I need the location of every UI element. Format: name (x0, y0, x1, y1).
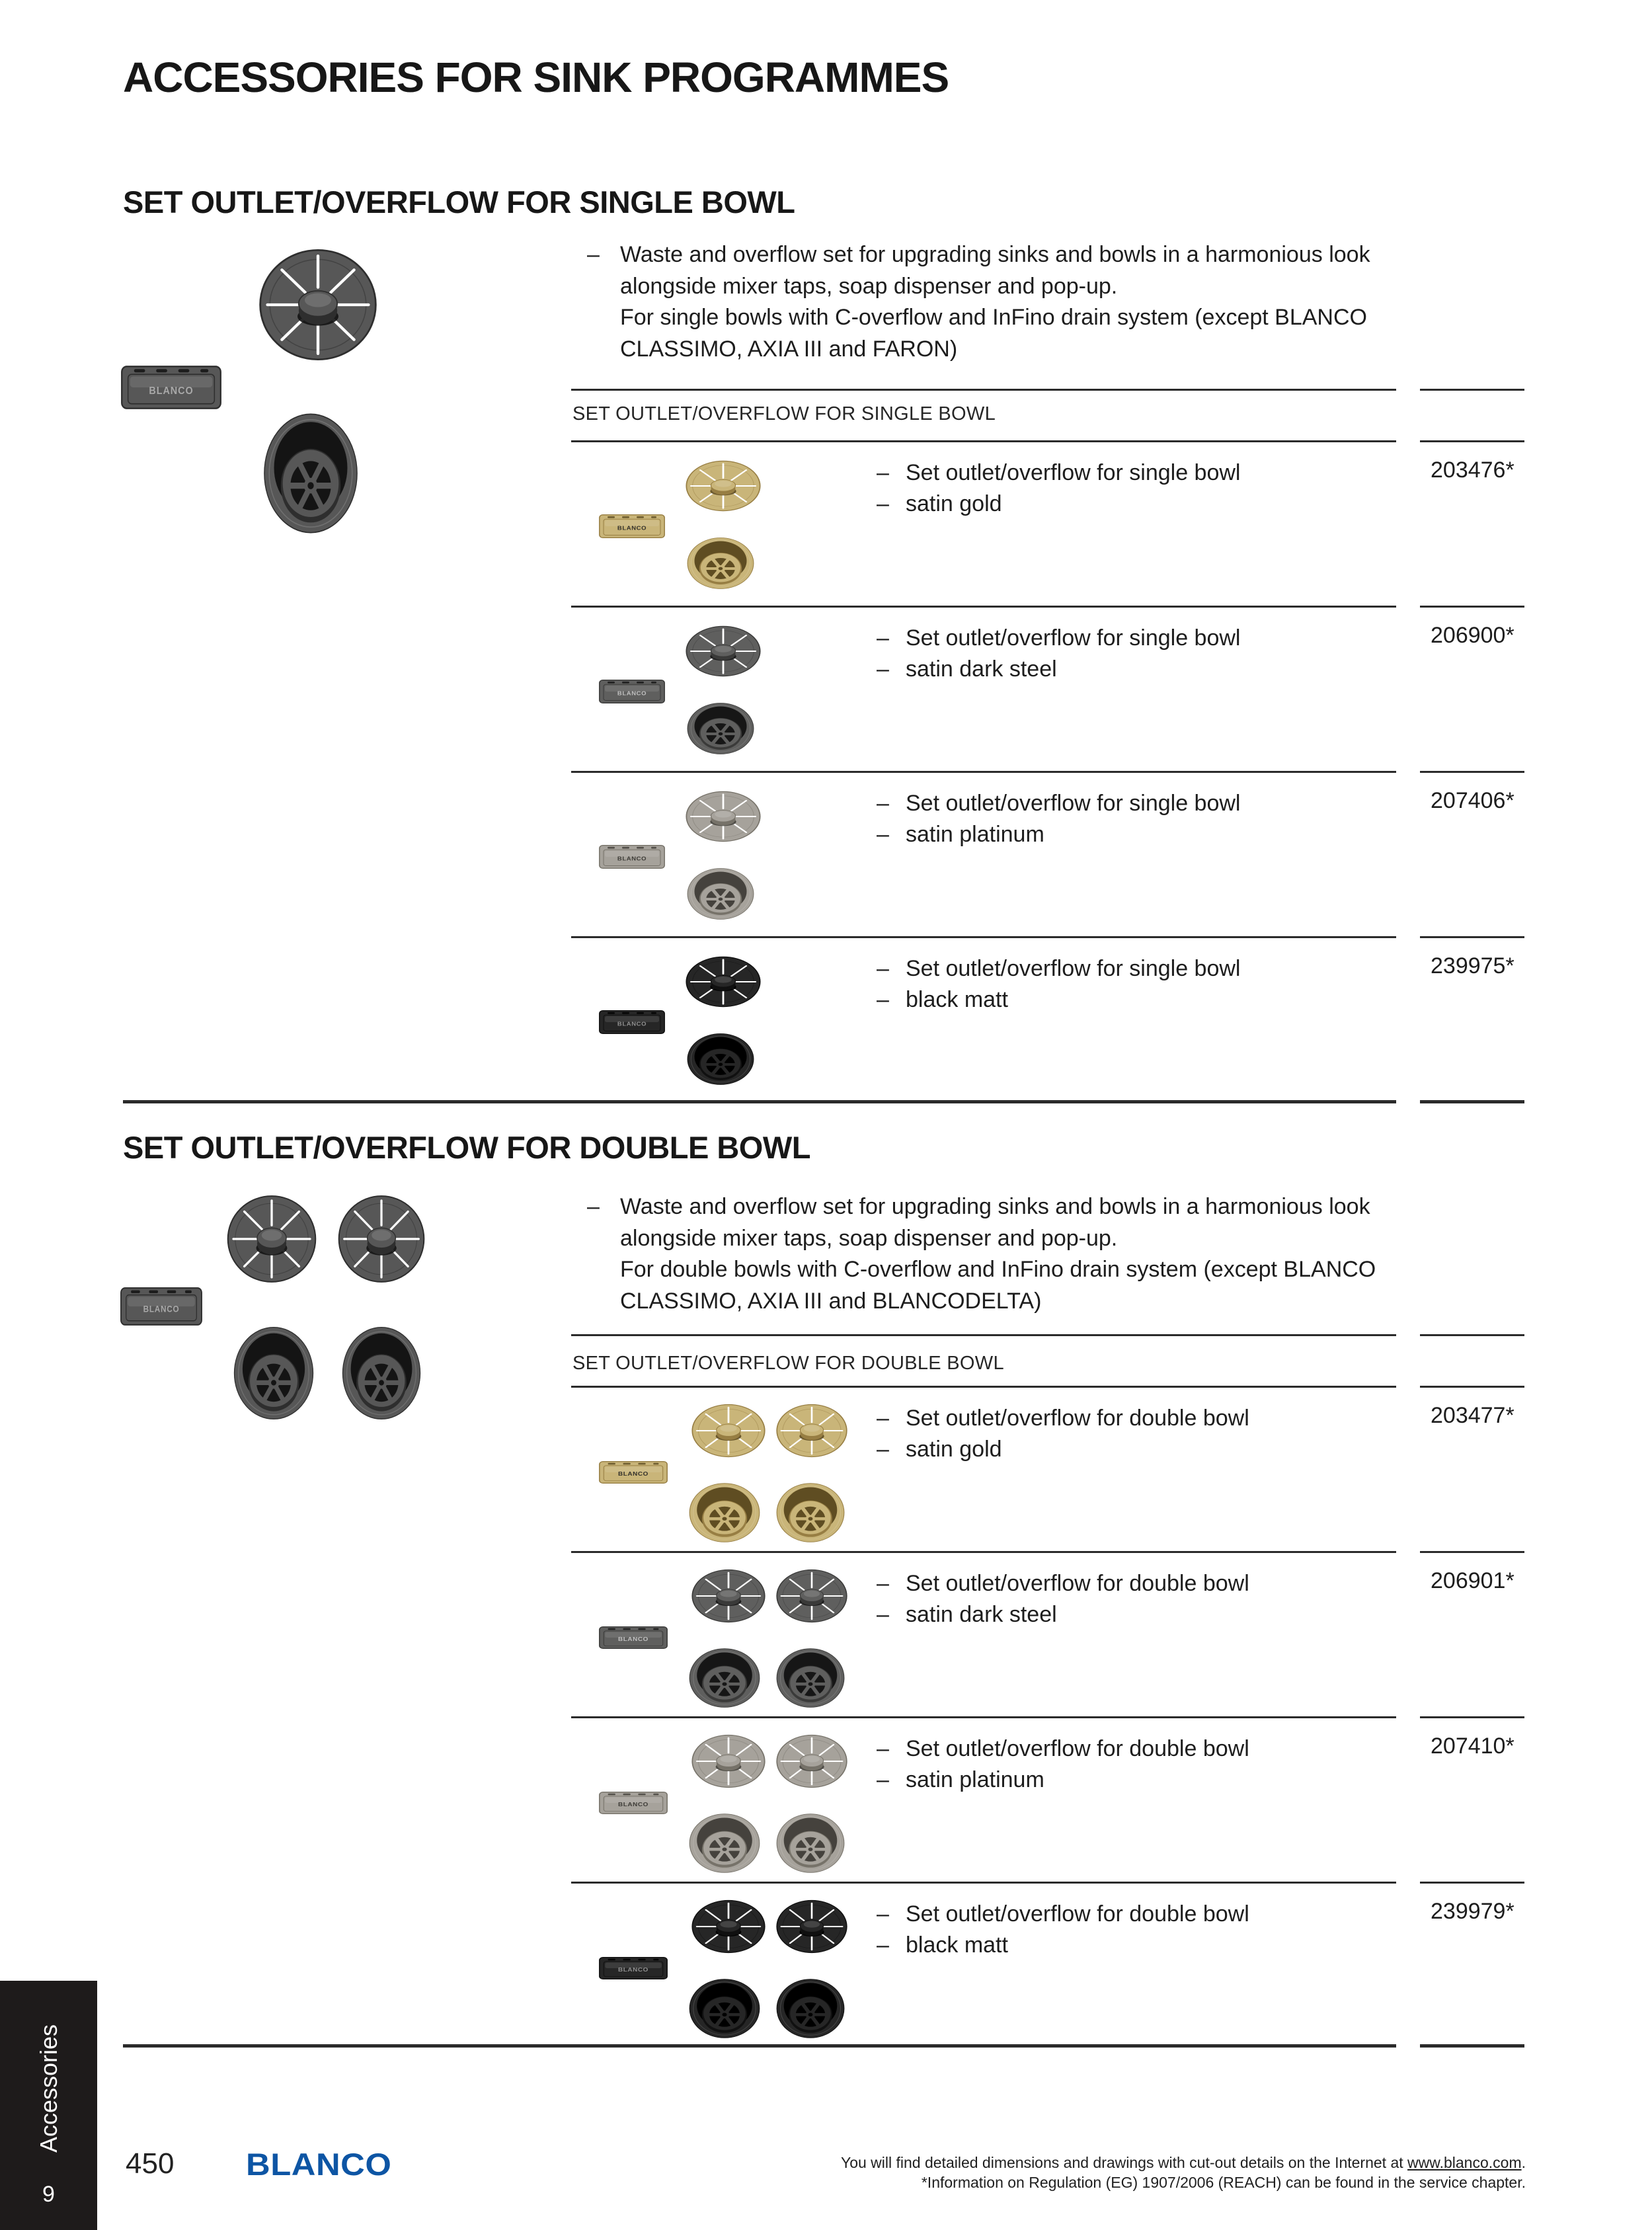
overflow-cover-image (685, 790, 762, 843)
overflow-plate-image (599, 1626, 668, 1649)
divider-line (571, 1386, 1396, 1388)
product-name: Set outlet/overflow for double bowl (906, 1901, 1249, 1927)
product-row: – Set outlet/overflow for double bowl – satin dark steel (877, 1568, 1249, 1630)
section-end-line (123, 1100, 1396, 1103)
divider-line (571, 1716, 1396, 1718)
product-name: Set outlet/overflow for double bowl (906, 1571, 1249, 1596)
drain-ring-image (686, 1033, 755, 1086)
description-line: – Waste and overflow set for upgrading sinks and bowls in a harmonious look (587, 1191, 1407, 1223)
drain-ring-image (686, 867, 755, 920)
drain-ring-image (775, 1978, 846, 2039)
overflow-cover-image (691, 1733, 766, 1789)
article-number: 206900* (1431, 623, 1514, 648)
blanco-logo: BLANCO (246, 2147, 392, 2182)
product-name: Set outlet/overflow for single bowl (906, 625, 1241, 651)
overflow-plate-image (121, 366, 221, 409)
section-heading-double-bowl: SET OUTLET/OVERFLOW FOR DOUBLE BOWL (123, 1130, 810, 1165)
product-thumbnail (582, 1728, 859, 1880)
overflow-cover-image (691, 1899, 766, 1954)
product-row: – Set outlet/overflow for double bowl – satin gold (877, 1403, 1249, 1465)
drain-ring-image (688, 1978, 761, 2039)
description-line: alongside mixer taps, soap dispenser and pop-up. (620, 1225, 1118, 1251)
product-name: Set outlet/overflow for single bowl (906, 460, 1241, 485)
overflow-cover-image (685, 625, 762, 678)
overflow-cover-image (775, 1568, 848, 1624)
article-number: 239975* (1431, 953, 1514, 978)
drain-ring-image (688, 1482, 761, 1543)
product-name: Set outlet/overflow for single bowl (906, 791, 1241, 816)
overflow-plate-image (599, 1792, 668, 1814)
description-line: alongside mixer taps, soap dispenser and pop-up. (620, 273, 1118, 299)
article-number: 207406* (1431, 788, 1514, 813)
product-finish: satin gold (906, 491, 1002, 516)
footer-note-1: You will find detailed dimensions and drawings with cut-out details on the Internet at www.blanco.com. (840, 2154, 1526, 2171)
product-row: – Set outlet/overflow for single bowl – black matt (877, 953, 1240, 1015)
product-row: – Set outlet/overflow for single bowl – satin platinum (877, 788, 1240, 850)
divider-line (1420, 1334, 1524, 1336)
chapter-tab-number: 9 (42, 2182, 55, 2207)
drain-ring-image (775, 1648, 846, 1708)
product-finish: black matt (906, 1932, 1008, 1958)
product-thumbnail (582, 783, 780, 932)
overflow-cover-image (775, 1403, 848, 1458)
drain-ring-image (688, 1813, 761, 1874)
section-end-line (1420, 2044, 1524, 2048)
article-number: 206901* (1431, 1568, 1514, 1593)
product-thumbnail (582, 948, 780, 1097)
page-number: 450 (126, 2147, 175, 2180)
section-description-single (587, 239, 1407, 365)
overflow-cover-image (685, 955, 762, 1008)
divider-line (1420, 440, 1524, 442)
hero-product-image-double (119, 1187, 575, 1438)
footer-fineprint (841, 2153, 1526, 2192)
bullet-dash: – (587, 1194, 600, 1219)
drain-ring-image (688, 1648, 761, 1708)
overflow-plate-image (599, 1461, 668, 1484)
description-line: CLASSIMO, AXIA III and BLANCODELTA) (620, 1288, 1042, 1314)
divider-line (1420, 936, 1524, 938)
drain-ring-image (233, 1326, 315, 1421)
divider-line (571, 606, 1396, 608)
article-number: 207410* (1431, 1733, 1514, 1759)
divider-line (1420, 389, 1524, 391)
overflow-cover-image (691, 1568, 766, 1624)
drain-ring-image (686, 537, 755, 590)
product-finish: black matt (906, 987, 1008, 1012)
product-row: – Set outlet/overflow for single bowl – satin dark steel (877, 623, 1240, 685)
overflow-cover-image (685, 459, 762, 512)
drain-ring-image (686, 702, 755, 755)
product-thumbnail (582, 617, 780, 766)
blanco-website-link[interactable]: www.blanco.com (1407, 2154, 1522, 2171)
product-finish: satin dark steel (906, 657, 1057, 682)
overflow-cover-image (691, 1403, 766, 1458)
product-finish: satin platinum (906, 822, 1044, 847)
article-number: 203476* (1431, 458, 1514, 483)
page-title: ACCESSORIES FOR SINK PROGRAMMES (123, 54, 949, 101)
section-heading-single-bowl: SET OUTLET/OVERFLOW FOR SINGLE BOWL (123, 184, 795, 219)
table-header-single: SET OUTLET/OVERFLOW FOR SINGLE BOWL (572, 403, 996, 424)
divider-line (571, 389, 1396, 391)
overflow-plate-image (599, 1957, 668, 1979)
table-header-double: SET OUTLET/OVERFLOW FOR DOUBLE BOWL (572, 1353, 1004, 1374)
description-line: For double bowls with C-overflow and InFino drain system (except BLANCO (620, 1257, 1376, 1282)
divider-line (571, 936, 1396, 938)
divider-line (571, 771, 1396, 773)
overflow-plate-image (599, 845, 665, 869)
chapter-tab-label: Accessories (35, 2024, 62, 2153)
divider-line (571, 1334, 1396, 1336)
overflow-plate-image (120, 1287, 202, 1326)
divider-line (1420, 1551, 1524, 1553)
hero-product-image-single (119, 231, 575, 549)
drain-ring-image (262, 412, 359, 535)
product-thumbnail (582, 452, 780, 601)
product-thumbnail (582, 1398, 859, 1550)
overflow-cover-image (337, 1193, 426, 1285)
divider-line (571, 1551, 1396, 1553)
product-name: Set outlet/overflow for double bowl (906, 1736, 1249, 1761)
product-row: – Set outlet/overflow for double bowl – satin platinum (877, 1733, 1249, 1796)
product-row: – Set outlet/overflow for single bowl – satin gold (877, 458, 1240, 520)
divider-line (571, 440, 1396, 442)
divider-line (1420, 771, 1524, 773)
drain-ring-image (341, 1326, 422, 1421)
product-finish: satin dark steel (906, 1602, 1057, 1627)
product-finish: satin platinum (906, 1767, 1044, 1792)
divider-line (1420, 606, 1524, 608)
product-thumbnail (582, 1563, 859, 1715)
product-name: Set outlet/overflow for single bowl (906, 956, 1241, 981)
overflow-cover-image (775, 1733, 848, 1789)
overflow-cover-image (258, 247, 378, 363)
section-description-double (587, 1191, 1407, 1317)
overflow-plate-image (599, 680, 665, 703)
divider-line (1420, 1716, 1524, 1718)
article-number: 203477* (1431, 1403, 1514, 1428)
description-line: CLASSIMO, AXIA III and FARON) (620, 336, 958, 362)
divider-line (1420, 1386, 1524, 1388)
footer-note-2: *Information on Regulation (EG) 1907/2006 (REACH) can be found in the service chapter. (921, 2174, 1526, 2191)
overflow-cover-image (226, 1193, 317, 1285)
product-thumbnail (582, 1893, 859, 2046)
drain-ring-image (775, 1813, 846, 1874)
bullet-dash: – (587, 242, 600, 267)
description-line: For single bowls with C-overflow and InFino drain system (except BLANCO (620, 305, 1367, 330)
overflow-cover-image (775, 1899, 848, 1954)
section-end-line (1420, 1100, 1524, 1103)
description-line: – Waste and overflow set for upgrading sinks and bowls in a harmonious look (587, 239, 1407, 271)
overflow-plate-image (599, 1010, 665, 1034)
product-row: – Set outlet/overflow for double bowl – black matt (877, 1899, 1249, 1961)
product-finish: satin gold (906, 1437, 1002, 1462)
product-name: Set outlet/overflow for double bowl (906, 1406, 1249, 1431)
overflow-plate-image (599, 514, 665, 538)
divider-line (1420, 1882, 1524, 1884)
article-number: 239979* (1431, 1899, 1514, 1924)
divider-line (571, 1882, 1396, 1884)
drain-ring-image (775, 1482, 846, 1543)
